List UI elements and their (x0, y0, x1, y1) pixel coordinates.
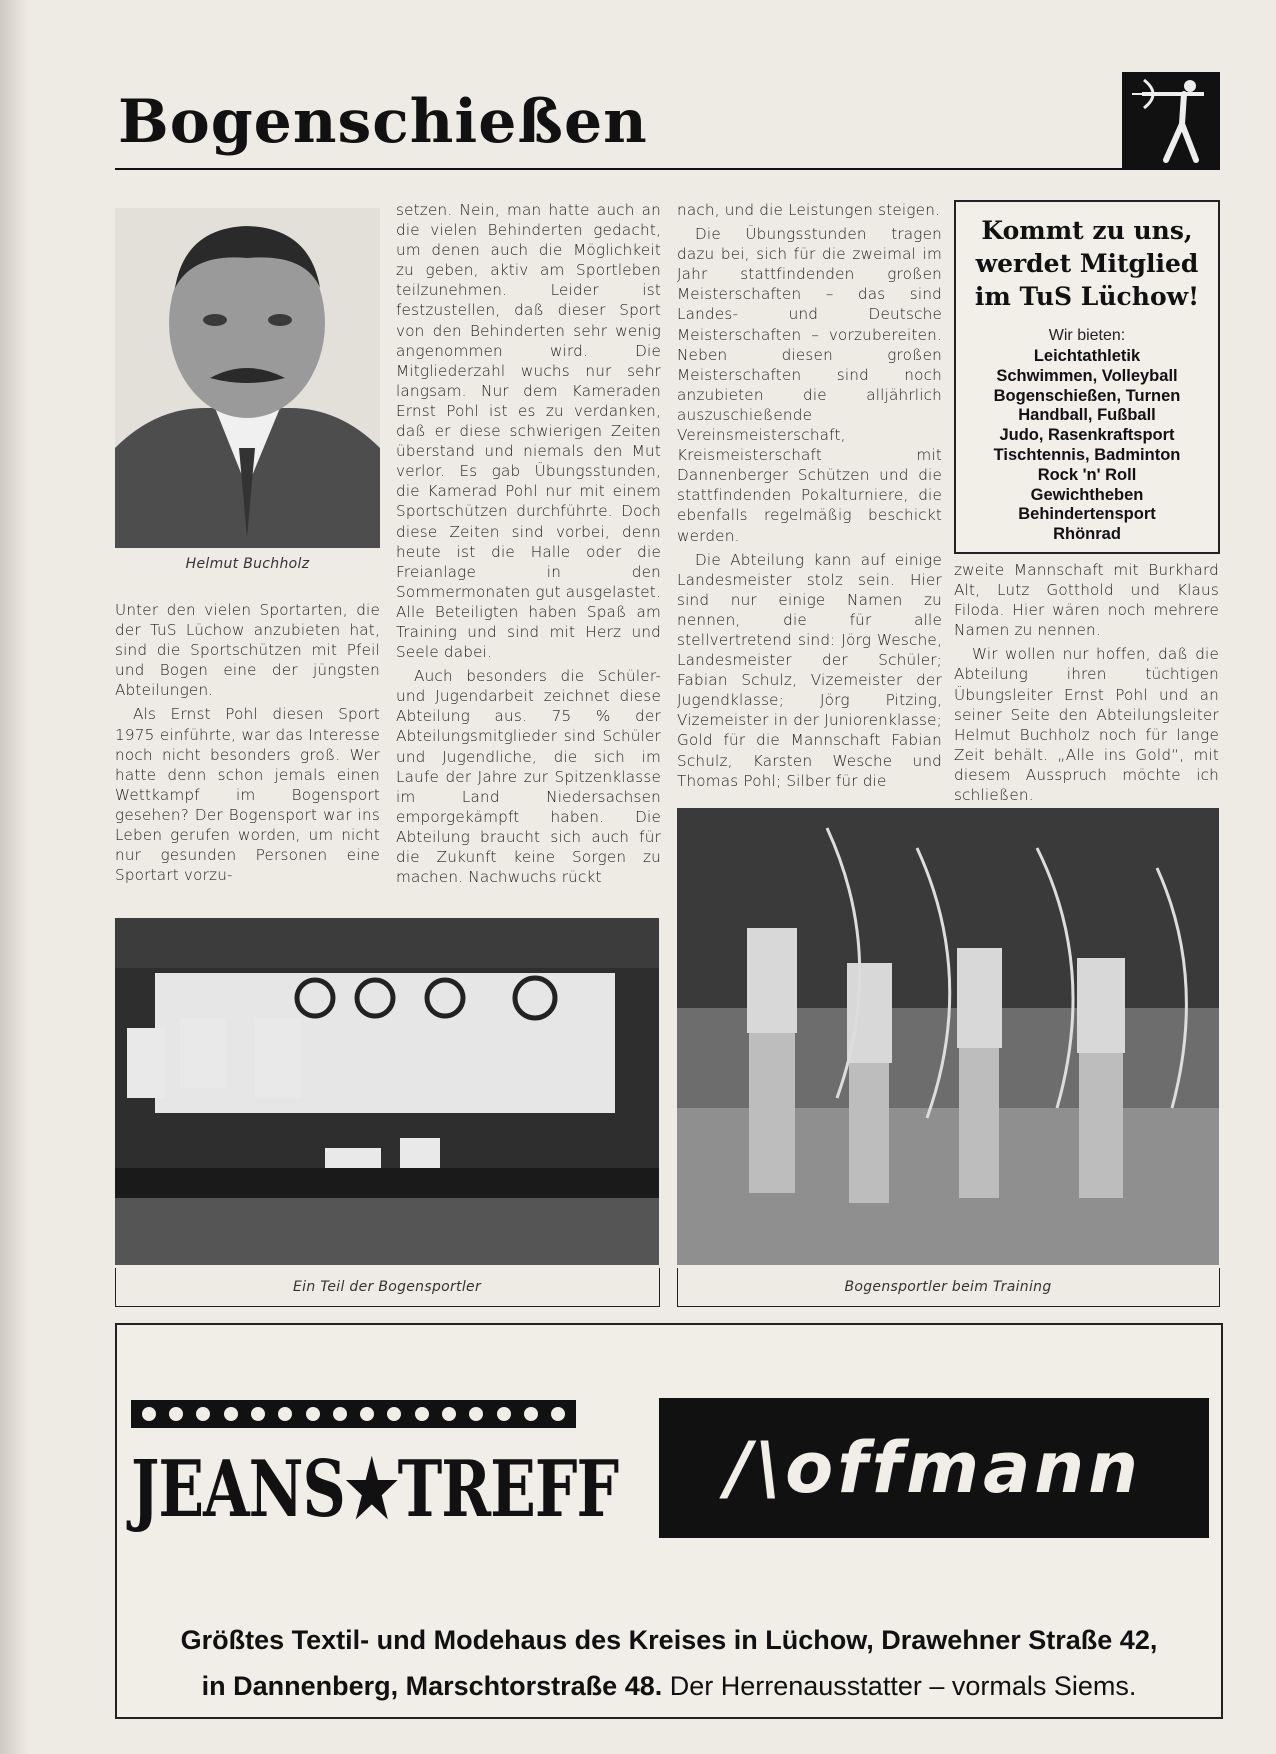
training-caption: Bogensportler beim Training (844, 1279, 1052, 1295)
archer-icon (1122, 72, 1220, 168)
jeans-treff-wordmark: JEANS★TREFF (131, 1444, 619, 1536)
advert-address-line-1: Größtes Textil- und Modehaus des Kreises in Lüchow, Drawehner Straße 42, (180, 1625, 1158, 1655)
article-paragraph: Als Ernst Pohl diesen Sport 1975 einführte, war das Interesse noch nicht besonders groß. Wer hatte denn schon jemals einen Wettkampf im Bogensport gesehen? Der Bogensport war ins Leben gerufen worden, um nicht nur gesunden Personen eine Sportart vorzu- (115, 705, 380, 885)
article-paragraph: setzen. Nein, man hatte auch an die vielen Behinderten gedacht, um denen auch die Möglichkeit zu geben, aktiv am Sportleben teilzunehmen. Leider ist festzustellen, daß dieser Sport von den Behinderten sehr wenig angenommen wird. Die Mitgliederzahl wuchs nur sehr langsam. Nur dem Kameraden Ernst Pohl ist es zu verdanken, daß er diese schwierigen Zeiten überstand und niemals den Mut verlor. Es gab Übungsstunden, die Kamerad Pohl nur mit einem Sportschützen durchführte. Doch diese Zeiten sind vorbei, denn heute ist die Halle oder die Freianlage in den Sommermonaten gut ausgelastet. Alle Beteiligten haben Spaß am Training und sind mit Herz und Seele dabei. (396, 201, 661, 662)
page-title: Bogenschießen (118, 87, 648, 157)
training-photo (677, 808, 1219, 1265)
page-edge-shadow (0, 0, 28, 1754)
title-rule (115, 168, 1220, 170)
hoffmann-logo (659, 1398, 1209, 1538)
promo-headline: Kommt zu uns, werdet Mitglied im TuS Lüchow! (974, 216, 1200, 311)
advert-address-line-2: in Dannenberg, Marschtorstraße 48. Der Herrenausstatter – vormals Siems. (201, 1671, 1137, 1701)
promo-offer-item: Rock 'n' Roll (1037, 465, 1137, 484)
hoffmann-wordmark: /\offmann (726, 1427, 1142, 1509)
promo-offer-item: Judo, Rasenkraftsport (999, 426, 1175, 445)
article-column-4 (954, 560, 1219, 809)
group-photo (115, 918, 659, 1265)
jeans-treff-logo (131, 1400, 619, 1536)
article-paragraph: Die Übungsstunden tragen dazu bei, sich für die zweimal im Jahr stattfindenden großen Meisterschaften – das sind Landes- und Deutsche Meisterschaften – vorzubereiten. Neben diesen großen Meisterschaften sind noch anzubieten die alljährlich auszuschießende Vereinsmeisterschaft, Kreismeisterschaft mit Dannenberger Schützen und die stattfindenden Pokalturniere, die ebenfalls regelmäßig beschickt werden. (677, 225, 942, 545)
promo-offer-item: Gewichtheben (1030, 485, 1144, 504)
promo-offer-item: Schwimmen, Volleyball (996, 366, 1178, 385)
promo-offer-intro: Wir bieten: (1048, 327, 1126, 344)
jeans-treff-dot-band (131, 1400, 576, 1428)
promo-offer-item: Bogenschießen, Turnen (993, 386, 1181, 405)
promo-offer-item: Leichtathletik (1033, 347, 1141, 365)
article-paragraph: Die Abteilung kann auf einige Landesmeister stolz sein. Hier sind nur einige Namen zu nennen, die für alle stellvertretend sind: Jörg Wesche, Landesmeister der Schüler; Fabian Schulz, Vizemeister der Jugendklasse; Jörg Pitzing, Vizemeister in der Juniorenklasse; Gold für die Mannschaft Fabian Schulz, Karsten Wesche und Thomas Pohl; Silber für die (677, 550, 942, 790)
article-paragraph: zweite Mannschaft mit Burkhard Alt, Lutz Gotthold und Klaus Filoda. Hier wären noch mehrere Namen zu nennen. (954, 561, 1219, 640)
promo-offer-item: Tischtennis, Badminton (993, 445, 1181, 464)
portrait-caption: Helmut Buchholz (185, 556, 310, 572)
portrait-photo (115, 208, 380, 548)
clothing-store-advert (115, 1323, 1223, 1719)
article-paragraph: Wir wollen nur hoffen, daß die Abteilung ihren tüchtigen Übungsleiter Ernst Pohl und an seiner Seite den Abteilungsleiter Helmut Buchholz noch für lange Zeit behält. „Alle ins Gold“, mit diesem Ausspruch möchte ich schließen. (954, 645, 1219, 805)
article-column-1 (115, 600, 380, 889)
article-column-2 (396, 200, 661, 891)
promo-offer-list (956, 347, 1218, 545)
promo-offer-item: Behindertensport (1018, 505, 1156, 524)
promo-offer-item: Rhönrad (1053, 525, 1121, 544)
article-paragraph: Auch besonders die Schüler- und Jugendarbeit zeichnet diese Abteilung aus. 75 % der Abteilungsmitglieder sind Schüler und Jugendliche, die sich im Laufe der Jahre zur Spitzenklasse im Land Niedersachsen emporgekämpft haben. Die Abteilung braucht sich auch für die Zukunft keine Sorgen zu machen. Nachwuchs rückt (396, 667, 661, 887)
article-column-3 (677, 200, 942, 795)
group-caption: Ein Teil der Bogensportler (292, 1279, 482, 1295)
promo-offer-item: Handball, Fußball (1018, 406, 1156, 425)
membership-promo-box (954, 200, 1220, 554)
article-paragraph: Unter den vielen Sportarten, die der TuS Lüchow anzubieten hat, sind die Sportschützen mit Pfeil und Bogen eine der jüngsten Abteilungen. (115, 601, 380, 700)
article-paragraph: nach, und die Leistungen steigen. (677, 201, 941, 219)
